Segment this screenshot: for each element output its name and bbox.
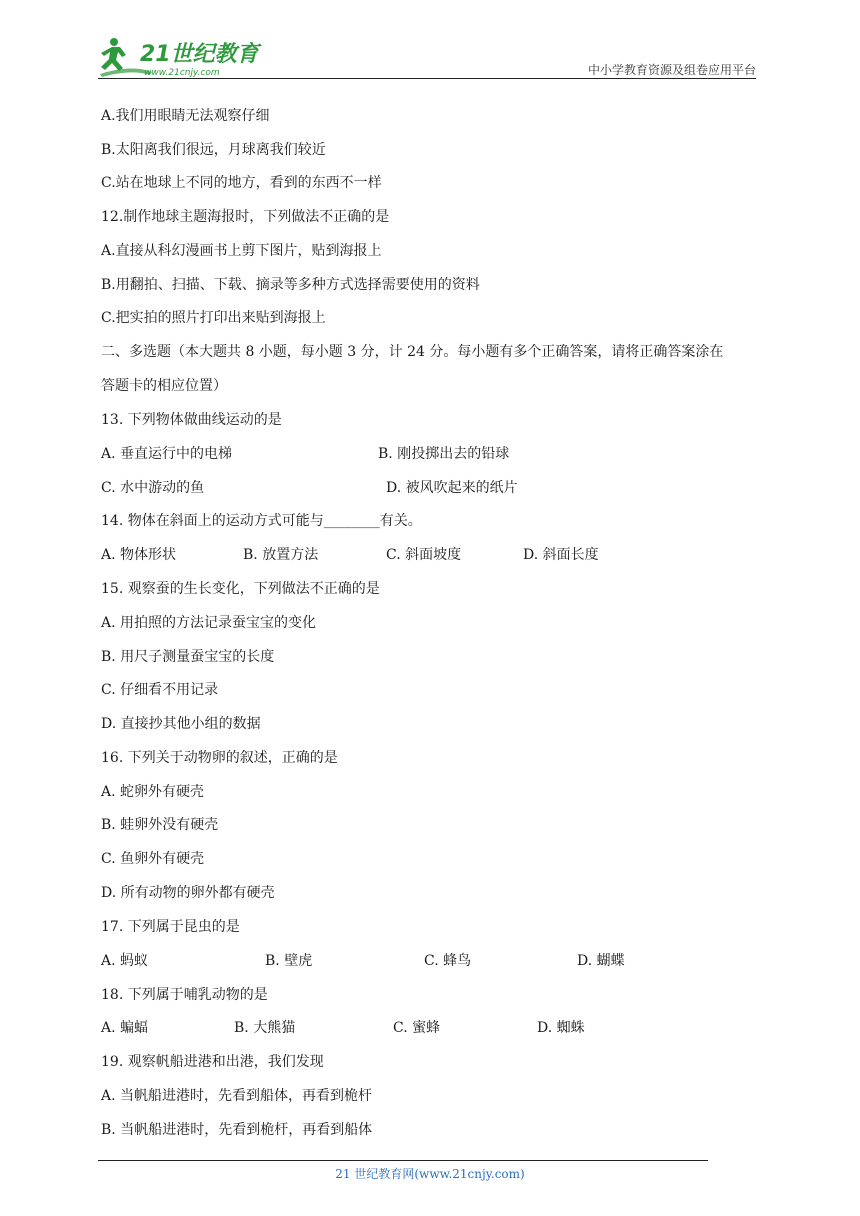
text-line: 18. 下列属于哺乳动物的是 bbox=[101, 987, 268, 1003]
text-line: B. 当帆船进港时，先看到桅杆，再看到船体 bbox=[101, 1122, 373, 1138]
text-line: 16. 下列关于动物卵的叙述，正确的是 bbox=[101, 750, 338, 766]
text-line: A. 当帆船进港时，先看到船体，再看到桅杆 bbox=[101, 1088, 373, 1104]
text-line: 二、多选题（本大题共 8 小题，每小题 3 分，计 24 分。每小题有多个正确答案，请将正确答案涂在 bbox=[101, 344, 724, 360]
answer-option: C. 蜂鸟 bbox=[424, 953, 472, 969]
answer-option: B. 刚投掷出去的铅球 bbox=[378, 446, 510, 462]
logo-url: www.21cnjy.com bbox=[144, 68, 220, 78]
text-line: B. 蛙卵外没有硬壳 bbox=[101, 817, 219, 833]
answer-option: B. 放置方法 bbox=[243, 547, 319, 563]
answer-option: A. 蝙蝠 bbox=[101, 1020, 149, 1036]
text-line: 14. 物体在斜面上的运动方式可能与________有关。 bbox=[101, 513, 422, 529]
answer-option: D. 斜面长度 bbox=[523, 547, 599, 563]
answer-option: D. 蜘蛛 bbox=[537, 1020, 585, 1036]
text-line: D. 直接抄其他小组的数据 bbox=[101, 716, 261, 732]
answer-option: A. 垂直运行中的电梯 bbox=[101, 446, 233, 462]
answer-option: D. 蝴蝶 bbox=[577, 953, 625, 969]
text-line: A. 用拍照的方法记录蚕宝宝的变化 bbox=[101, 615, 317, 631]
text-line: 13. 下列物体做曲线运动的是 bbox=[101, 412, 282, 428]
answer-option: B. 壁虎 bbox=[265, 953, 313, 969]
text-line: A. 蛇卵外有硬壳 bbox=[101, 784, 205, 800]
text-line: B.用翻拍、扫描、下载、摘录等多种方式选择需要使用的资料 bbox=[101, 277, 480, 293]
text-line: 19. 观察帆船进港和出港，我们发现 bbox=[101, 1054, 324, 1070]
header-platform-text: 中小学教育资源及组卷应用平台 bbox=[587, 63, 756, 77]
header-divider bbox=[98, 78, 756, 79]
text-line: D. 所有动物的卵外都有硬壳 bbox=[101, 885, 275, 901]
answer-option: A. 物体形状 bbox=[101, 547, 177, 563]
text-line: 12.制作地球主题海报时，下列做法不正确的是 bbox=[101, 209, 390, 225]
answer-option: D. 被风吹起来的纸片 bbox=[386, 480, 518, 496]
text-line: 15. 观察蚕的生长变化，下列做法不正确的是 bbox=[101, 581, 380, 597]
text-line: A.我们用眼睛无法观察仔细 bbox=[101, 108, 270, 124]
site-logo bbox=[92, 34, 262, 80]
text-line: B. 用尺子测量蚕宝宝的长度 bbox=[101, 649, 275, 665]
answer-option: A. 蚂蚁 bbox=[101, 953, 149, 969]
text-line: C.站在地球上不同的地方，看到的东西不一样 bbox=[101, 175, 382, 191]
text-line: C. 鱼卵外有硬壳 bbox=[101, 851, 205, 867]
text-line: 17. 下列属于昆虫的是 bbox=[101, 919, 240, 935]
answer-option: C. 水中游动的鱼 bbox=[101, 480, 205, 496]
text-line: B.太阳离我们很远，月球离我们较近 bbox=[101, 142, 326, 158]
answer-option: B. 大熊猫 bbox=[234, 1020, 296, 1036]
text-line: 答题卡的相应位置） bbox=[101, 378, 227, 394]
answer-option: C. 蜜蜂 bbox=[393, 1020, 441, 1036]
footer-text: 21 世纪教育网(www.21cnjy.com) bbox=[335, 1167, 525, 1181]
text-line: C.把实拍的照片打印出来贴到海报上 bbox=[101, 310, 326, 326]
logo-text: 21世纪教育 bbox=[140, 42, 259, 67]
answer-option: C. 斜面坡度 bbox=[386, 547, 462, 563]
text-line: C. 仔细看不用记录 bbox=[101, 682, 219, 698]
text-line: A.直接从科幻漫画书上剪下图片，贴到海报上 bbox=[101, 243, 382, 259]
footer-divider bbox=[98, 1160, 708, 1161]
